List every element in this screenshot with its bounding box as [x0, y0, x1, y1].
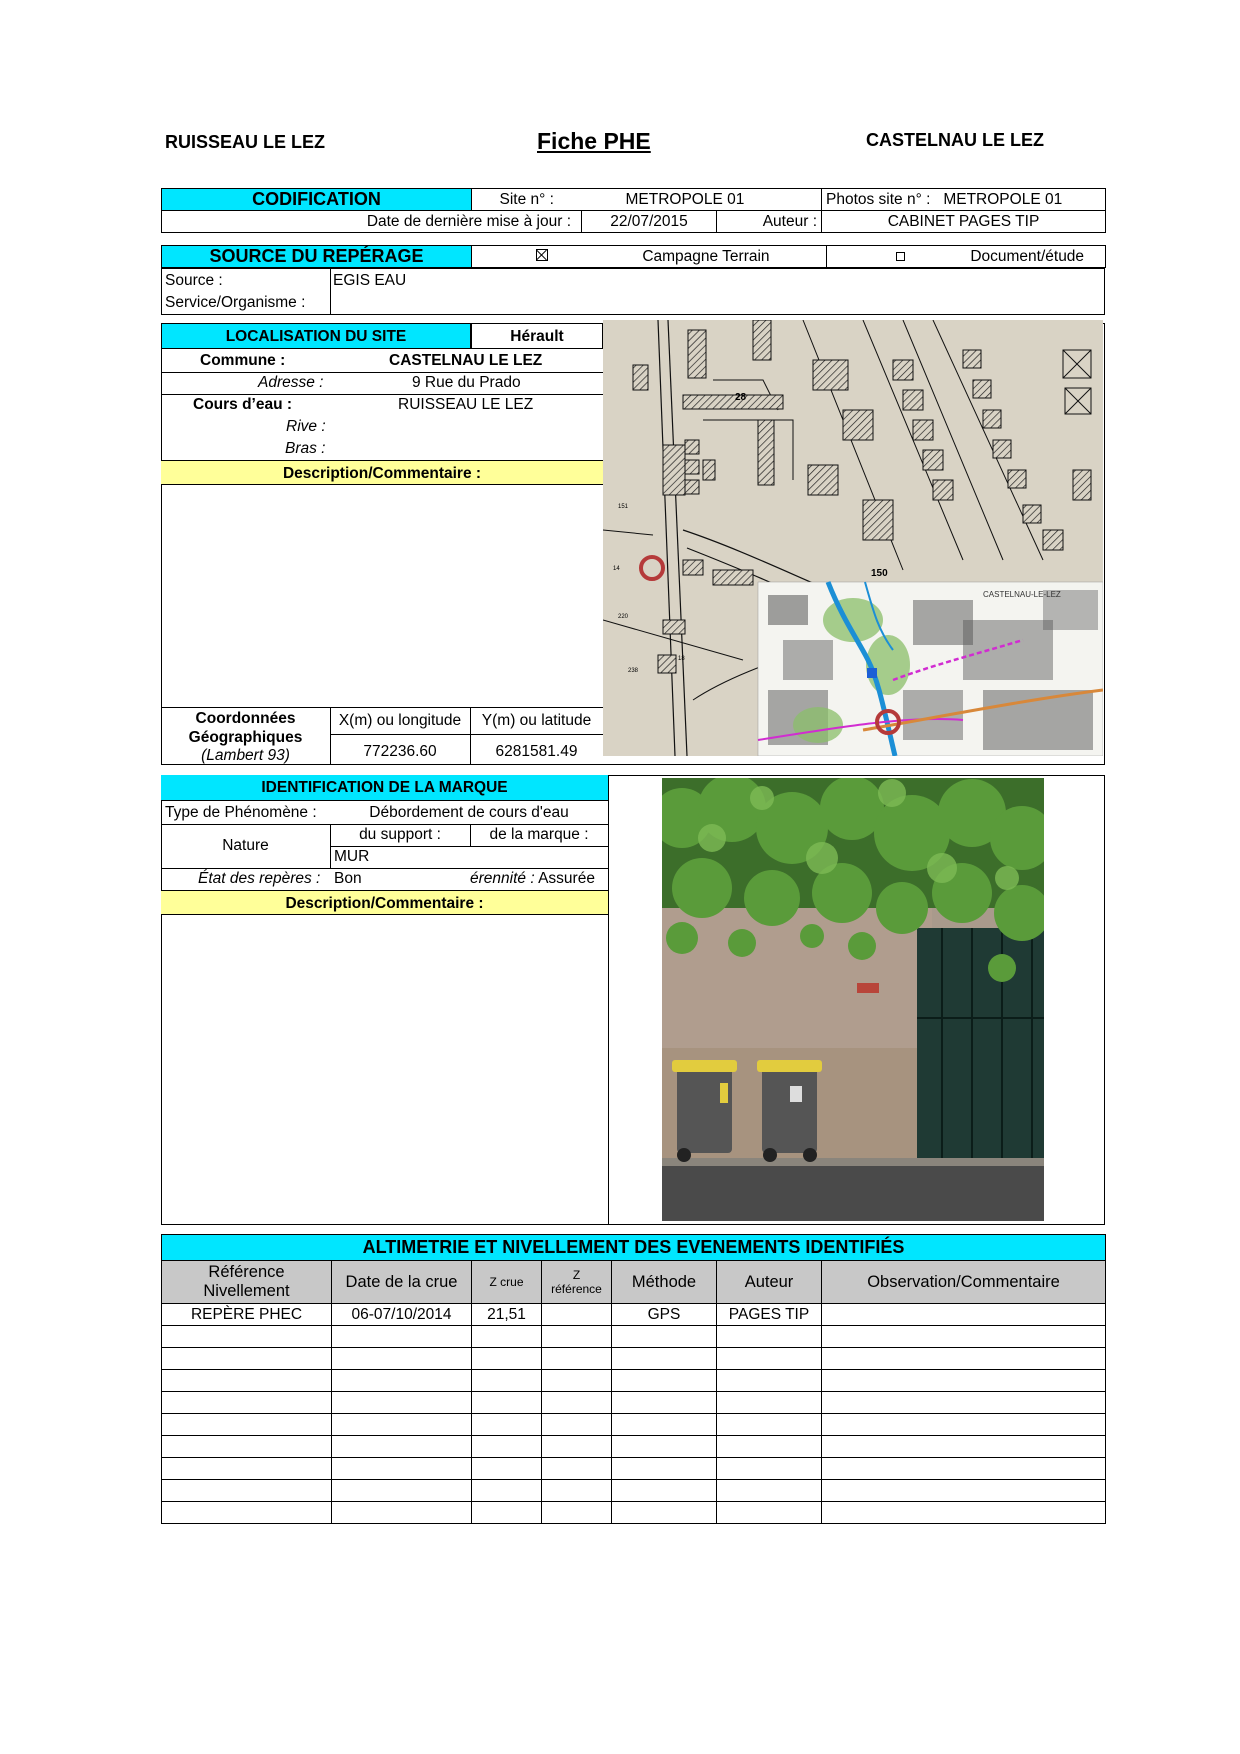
id-desc-label: Description/Commentaire : — [161, 890, 608, 915]
table-row-empty — [162, 1458, 1106, 1480]
photos-value: METROPOLE 01 — [943, 190, 1063, 208]
header-river: RUISSEAU LE LEZ — [165, 132, 326, 152]
table-row-empty — [162, 1436, 1106, 1458]
bras-label: Bras : — [285, 440, 326, 457]
cours-value: RUISSEAU LE LEZ — [398, 396, 534, 413]
cours-label: Cours d’eau : — [193, 396, 293, 413]
date-label: Date de dernière mise à jour : — [162, 211, 582, 233]
document-checkbox[interactable] — [896, 252, 905, 261]
option-document — [827, 246, 1106, 268]
commune-label: Commune : — [200, 352, 286, 369]
page-title: Fiche PHE — [537, 128, 651, 154]
col-zcrue: Z crue — [472, 1261, 542, 1304]
source-title: SOURCE DU REPÉRAGE — [162, 246, 472, 268]
support-label: du support : — [359, 826, 441, 843]
table-row-empty — [162, 1480, 1106, 1502]
author-label: Auteur : — [717, 211, 822, 233]
map-label-14: 14 — [613, 566, 620, 572]
table-row-empty — [162, 1348, 1106, 1370]
perennite-value: Assurée — [538, 870, 595, 887]
altimetrie-title: ALTIMETRIE ET NIVELLEMENT DES EVENEMENTS IDENTIFIÉS — [162, 1235, 1106, 1261]
site-value: METROPOLE 01 — [582, 189, 822, 211]
campagne-checkbox[interactable] — [536, 249, 548, 261]
x-label: X(m) ou longitude — [338, 712, 462, 729]
map-label-28: 28 — [735, 392, 747, 403]
table-row-empty — [162, 1392, 1106, 1414]
coord-label-2: Géographiques — [188, 729, 303, 746]
topo-inset — [758, 582, 1103, 756]
table-row-empty — [162, 1414, 1106, 1436]
localisation-title: LOCALISATION DU SITE — [161, 323, 471, 349]
map-label-220: 220 — [618, 614, 629, 620]
cadastral-map — [603, 320, 1103, 756]
codification-title: CODIFICATION — [162, 189, 472, 211]
perennite-label: érennité : — [470, 870, 535, 887]
site-photo — [662, 778, 1044, 1221]
map-label-150: 150 — [871, 568, 888, 579]
codification-table — [161, 188, 1106, 233]
author-value: CABINET PAGES TIP — [822, 211, 1106, 233]
photos-label: Photos site n° : — [826, 190, 931, 208]
cell-auteur: PAGES TIP — [717, 1304, 822, 1326]
region-label: Hérault — [471, 323, 603, 349]
col-reference: Référence Nivellement — [162, 1261, 332, 1304]
y-value: 6281581.49 — [495, 743, 578, 760]
loc-desc-label: Description/Commentaire : — [161, 460, 603, 485]
photos-cell — [822, 189, 1106, 211]
source-label: Source : — [165, 272, 223, 289]
cell-observation — [822, 1304, 1106, 1326]
marque-label: de la marque : — [489, 826, 589, 843]
table-row — [162, 1304, 1106, 1326]
identification-title: IDENTIFICATION DE LA MARQUE — [161, 775, 608, 801]
date-value: 22/07/2015 — [582, 211, 717, 233]
source-value: EGIS EAU — [333, 272, 407, 289]
option-campagne — [472, 246, 827, 268]
cell-reference: REPÈRE PHEC — [162, 1304, 332, 1326]
type-value: Débordement de cours d'eau — [369, 804, 569, 821]
map-label-238: 238 — [628, 668, 639, 674]
col-date: Date de la crue — [332, 1261, 472, 1304]
etat-value: Bon — [334, 870, 362, 887]
map-label-18: 18 — [678, 656, 685, 662]
header-commune: CASTELNAU LE LEZ — [866, 130, 1044, 150]
col-observation: Observation/Commentaire — [822, 1261, 1106, 1304]
option-document-label: Document/étude — [970, 247, 1085, 265]
cell-zref — [542, 1304, 612, 1326]
map-label-151: 151 — [618, 504, 629, 510]
x-value: 772236.60 — [363, 743, 437, 760]
type-label: Type de Phénomène : — [165, 804, 317, 821]
col-zref: Z référence — [542, 1261, 612, 1304]
option-campagne-label: Campagne Terrain — [642, 247, 770, 265]
col-auteur: Auteur — [717, 1261, 822, 1304]
table-row-empty — [162, 1502, 1106, 1524]
rive-label: Rive : — [286, 418, 326, 435]
y-label: Y(m) ou latitude — [481, 712, 592, 729]
col-methode: Méthode — [612, 1261, 717, 1304]
etat-label: État des repères : — [198, 870, 321, 887]
altimetrie-table — [161, 1234, 1106, 1524]
site-label: Site n° : — [472, 189, 582, 211]
adresse-label: Adresse : — [258, 374, 324, 391]
source-table — [161, 245, 1106, 268]
coord-label-1: Coordonnées — [195, 710, 296, 727]
support-value: MUR — [334, 848, 370, 865]
coord-label-3: (Lambert 93) — [201, 747, 290, 764]
nature-label: Nature — [222, 837, 269, 854]
commune-value: CASTELNAU LE LEZ — [389, 352, 543, 369]
table-row-empty — [162, 1370, 1106, 1392]
cell-methode: GPS — [612, 1304, 717, 1326]
cell-date: 06-07/10/2014 — [332, 1304, 472, 1326]
adresse-value: 9 Rue du Prado — [412, 374, 521, 391]
service-label: Service/Organisme : — [165, 294, 306, 311]
cell-zcrue: 21,51 — [472, 1304, 542, 1326]
table-row-empty — [162, 1326, 1106, 1348]
topo-label: CASTELNAU-LE-LEZ — [983, 590, 1061, 599]
